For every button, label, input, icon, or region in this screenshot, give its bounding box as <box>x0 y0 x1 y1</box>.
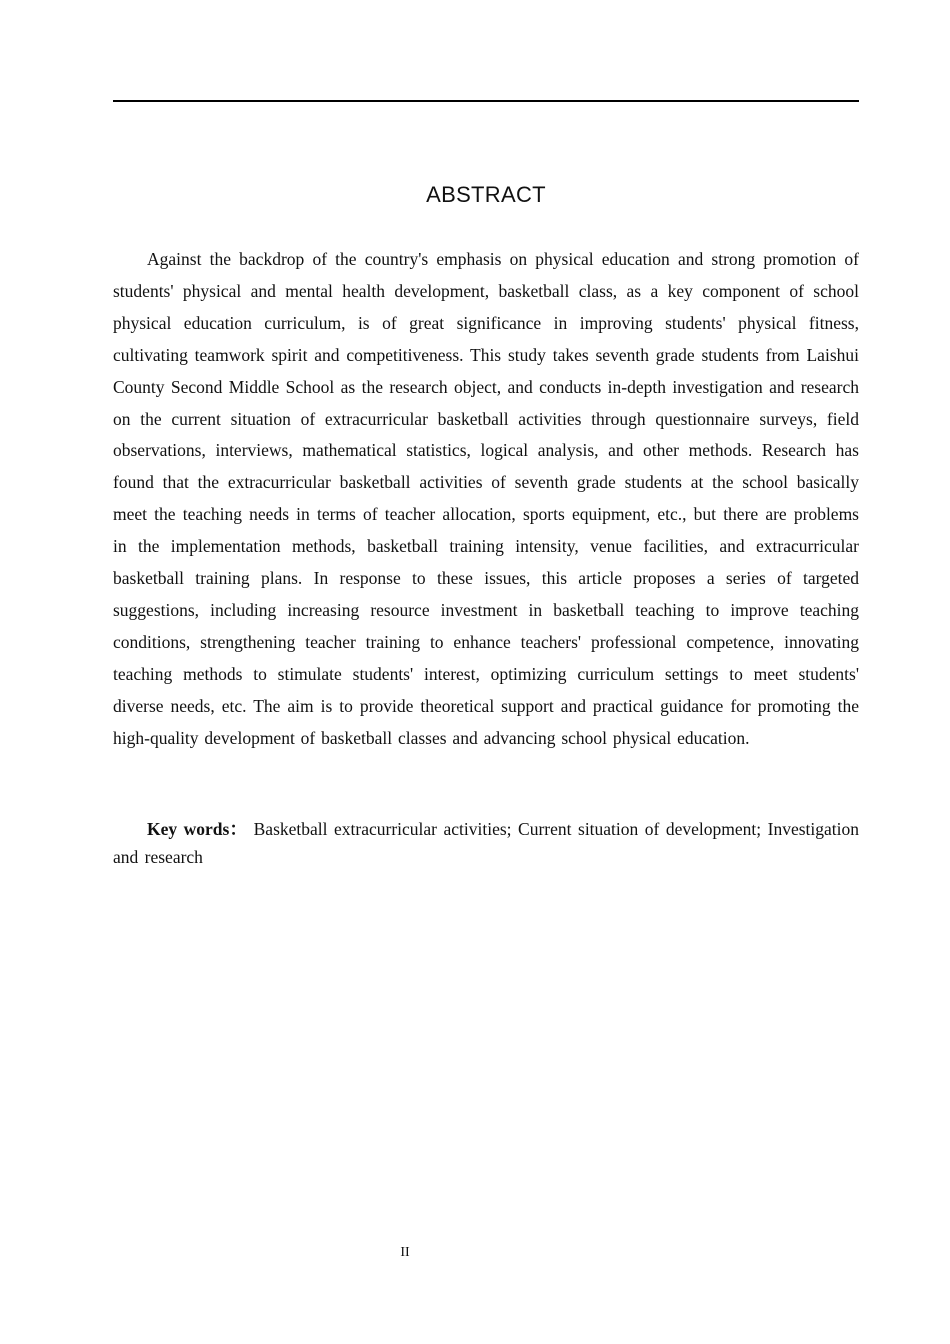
abstract-paragraph: Against the backdrop of the country's emphasis on physical education and strong promotion of students' physical and mental health development, basketball class, as a key component of school physical education curriculum, is of great significance in improving students' physical fitness, cultivating teamwork spirit and competitiveness. This study takes seventh grade students from Laishui County Second Middle School as the research object, and conducts in-depth investigation and research on the current situation of extracurricular basketball activities through questionnaire surveys, field observations, interviews, mathematical statistics, logical analysis, and other methods. Research has found that the extracurricular basketball activities of seventh grade students at the school basically meet the teaching needs in terms of teacher allocation, sports equipment, etc., but there are problems in the implementation methods, basketball training intensity, venue facilities, and extracurricular basketball training plans. In response to these issues, this article proposes a series of targeted suggestions, including increasing resource investment in basketball teaching to improve teaching conditions, strengthening teacher training to enhance teachers' professional competence, innovating teaching methods to stimulate students' interest, optimizing curriculum settings to meet students' diverse needs, etc. The aim is to provide theoretical support and practical guidance for promoting the high-quality development of basketball classes and advancing school physical education. <box>113 249 859 748</box>
keywords-label: Key words： <box>147 819 248 839</box>
page-title: ABSTRACT <box>426 182 546 207</box>
keywords-text: Basketball extracurricular activities; Current situation of development; Investigation and research <box>113 819 860 867</box>
keywords-paragraph <box>113 815 859 871</box>
page-number: II <box>400 1245 410 1260</box>
header-rule <box>113 100 859 102</box>
